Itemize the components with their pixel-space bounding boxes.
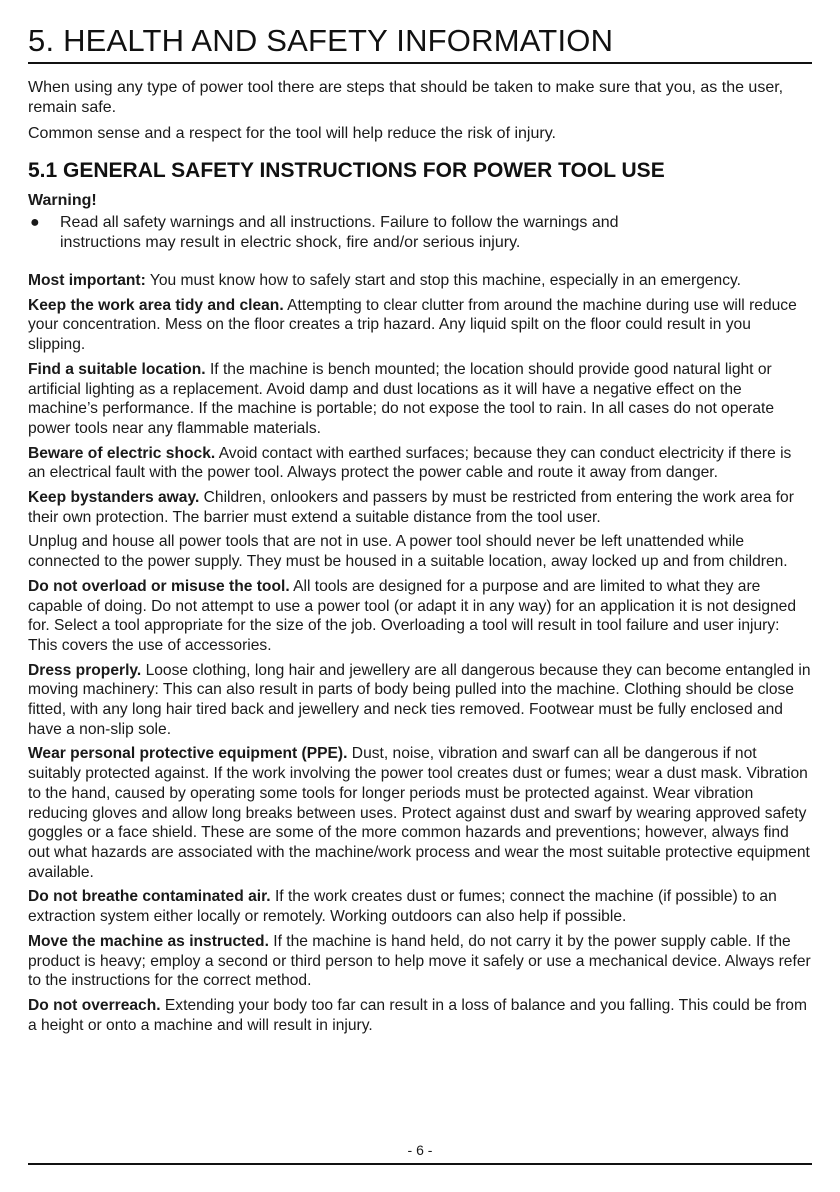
instruction-heading: Wear personal protective equipment (PPE). (28, 745, 348, 763)
instruction-paragraph (28, 360, 812, 439)
page-content (28, 22, 812, 1040)
instruction-heading: Keep bystanders away. (28, 489, 200, 507)
instruction-paragraph (28, 577, 812, 656)
section-heading: 5.1 GENERAL SAFETY INSTRUCTIONS FOR POWER TOOL USE (28, 159, 665, 182)
instruction-text: You must know how to safely start and stop this machine, especially in an emergency. (145, 272, 742, 289)
instruction-paragraph (28, 661, 812, 740)
warning-block (28, 191, 812, 253)
warning-bullet-item (28, 213, 812, 253)
page-title: 5. HEALTH AND SAFETY INFORMATION (28, 23, 614, 58)
instruction-heading: Most important: (28, 272, 146, 289)
instruction-text: Attempting to clear clutter from around the machine during use will reduce your concentration. Mess on the floor creates a trip hazard. Any liquid spilt on the floor could result in you slipping. (28, 296, 797, 354)
intro-paragraph: Common sense and a respect for the tool will help reduce the risk of injury. (28, 125, 556, 142)
instruction-text: Children, onlookers and passers by must be restricted from entering the work area for their own protection. The barrier must extend a suitable distance from the tool user. (28, 489, 794, 526)
bullet-icon: ● (30, 214, 40, 231)
intro-section (28, 78, 812, 144)
instruction-heading: Find a suitable location. (28, 360, 206, 378)
instruction-heading: Do not overload or misuse the tool. (28, 577, 290, 595)
instruction-paragraph (28, 271, 812, 291)
warning-text: Read all safety warnings and all instructions. Failure to follow the warnings and instructions may result in electric shock, fire and/or serious injury. (60, 214, 619, 251)
instruction-heading: Beware of electric shock. (28, 444, 216, 462)
instruction-paragraph (28, 996, 812, 1035)
title-divider (28, 62, 812, 64)
instruction-text: Avoid contact with earthed surfaces; because they can conduct electricity if there is an electrical fault with the power tool. Always protect the power cable and route it away from danger. (28, 444, 792, 482)
instruction-paragraph (28, 887, 812, 926)
intro-paragraph: When using any type of power tool there are steps that should be taken to make sure that you, as the user, remain safe. (28, 79, 784, 116)
instruction-paragraph (28, 296, 812, 355)
page-number: - 6 - (407, 1142, 433, 1158)
instruction-paragraph (28, 932, 812, 991)
instruction-text: If the work creates dust or fumes; connect the machine (if possible) to an extraction system either locally or remotely. Working outdoors can also help if possible. (28, 888, 777, 926)
instruction-text: If the machine is bench mounted; the location should provide good natural light or artificial lighting as a replacement. Avoid damp and dust locations as it will have a negative effect on the machine’s performance. If the machine is portable; do not expose the tool to rain. In all cases do not operate power tools near any flammable materials. (28, 360, 775, 437)
instruction-text: Dust, noise, vibration and swarf can all be dangerous if not suitably protected against. If the work involving the power tool creates dust or fumes; wear a dust mask. Vibration to the hand, caused by operating some tools for longer periods must be protected against. Wear vibration reducing gloves and allow long breaks between uses. Protect against dust and swarf by wearing approved safety goggles or a face shield. These are some of the more common hazards and preventions; however, always find out what hazards are associated with the machine/work process and wear the most suitable protective equipment available. (28, 745, 810, 881)
instruction-text: If the machine is hand held, do not carry it by the power supply cable. If the product is heavy; employ a second or third person to help move it safely or use a mechanical device. Always refer to the instructions for the correct method. (28, 932, 811, 990)
safety-instructions-list (28, 271, 812, 1035)
instruction-paragraph (28, 532, 812, 571)
instruction-heading: Do not breathe contaminated air. (28, 888, 271, 906)
footer-divider (28, 1163, 812, 1165)
instruction-heading: Move the machine as instructed. (28, 932, 269, 950)
instruction-text: Unplug and house all power tools that are not in use. A power tool should never be left unattended while connected to the power supply. They must be housed in a suitable location, away locked up and from children. (28, 533, 788, 571)
instruction-text: Loose clothing, long hair and jewellery are all dangerous because they can become entangled in moving machinery: This can also result in parts of body being pulled into the machine. Clothing should be close fitted, with any long hair tired back and jewellery and neck ties removed. Footwear must be fully enclosed and have a non-slip sole. (28, 661, 811, 738)
instruction-paragraph (28, 488, 812, 527)
instruction-text: All tools are designed for a purpose and are limited to what they are capable of doing. Do not attempt to use a power tool (or adapt it in any way) for an application it is not designed for. Select a tool appropriate for the size of the job. Overloading a tool will result in tool failure and user injury: This covers the use of accessories. (28, 577, 797, 654)
instruction-heading: Keep the work area tidy and clean. (28, 296, 284, 314)
warning-label: Warning! (28, 192, 97, 209)
instruction-heading: Do not overreach. (28, 996, 161, 1014)
instruction-text: Extending your body too far can result in a loss of balance and you falling. This could be from a height or onto a machine and will result in injury. (28, 996, 807, 1034)
instruction-paragraph (28, 744, 812, 882)
instruction-heading: Dress properly. (28, 661, 142, 679)
instruction-paragraph (28, 444, 812, 483)
